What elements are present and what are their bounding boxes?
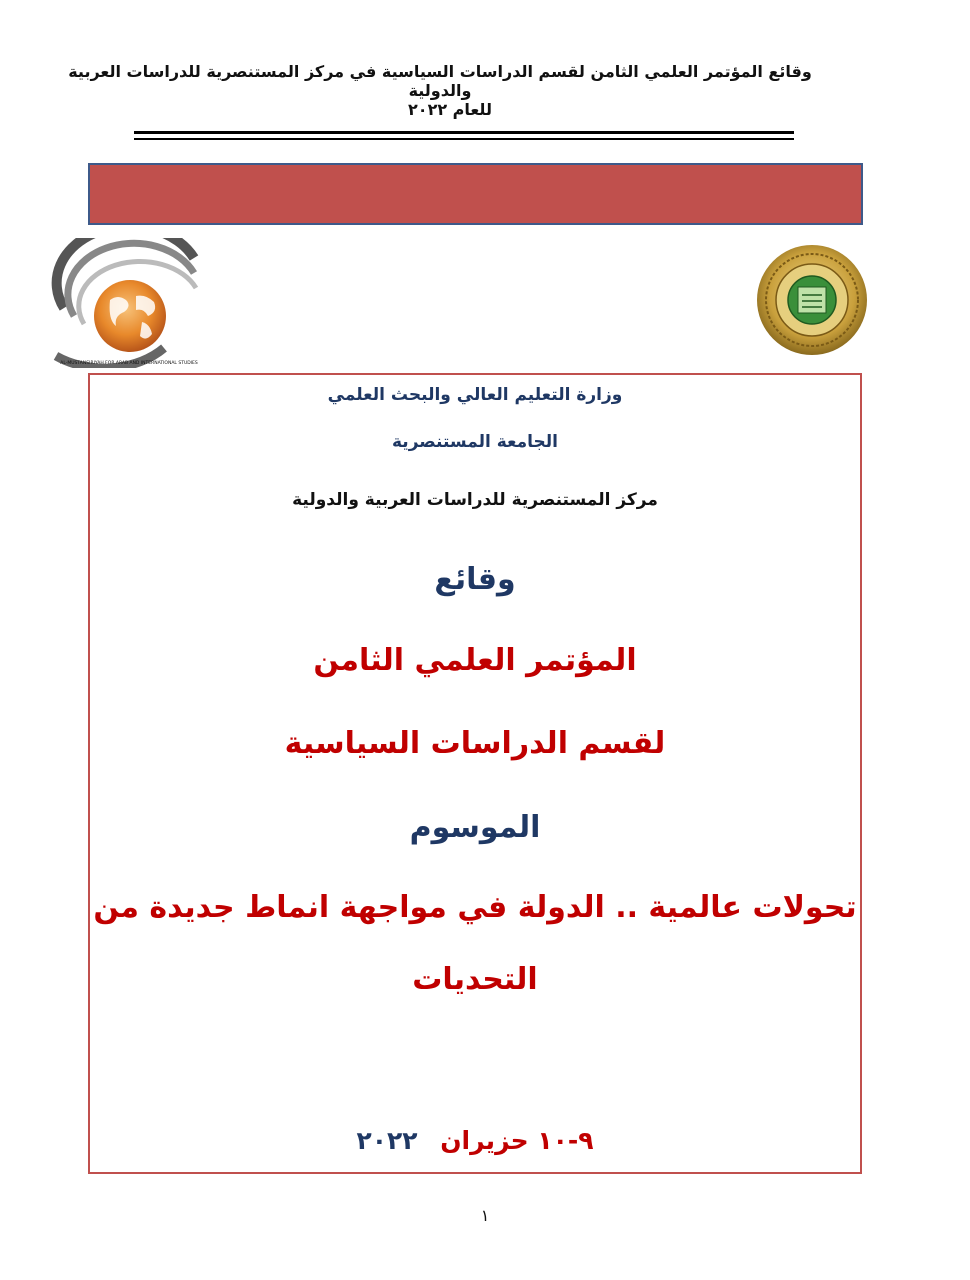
conference-theme-line1: تحولات عالمية .. الدولة في مواجهة انماط جديدة من [93, 890, 857, 925]
conference-date-days: ٩-١٠ حزيران [440, 1126, 594, 1155]
center-logo [44, 238, 214, 368]
proceedings-title: وقائع [434, 562, 516, 597]
running-header-title: وقائع المؤتمر العلمي الثامن لقسم الدراسات السياسية في مركز المستنصرية للدراسات العربية والدولية [68, 62, 812, 100]
conference-theme-line2: التحديات [412, 962, 538, 997]
conference-date-year: ٢٠٢٢ [356, 1126, 418, 1155]
seal-icon [752, 243, 872, 358]
page-number: ١ [480, 1206, 490, 1225]
running-header-year: للعام ٢٠٢٢ [408, 100, 492, 119]
svg-text:المستنصرية للدراسات العربية وا [44, 238, 48, 240]
red-banner [88, 163, 863, 225]
university-name: الجامعة المستنصرية [392, 432, 558, 452]
ministry-name: وزارة التعليم العالي والبحث العلمي [327, 385, 623, 405]
header-double-rule [134, 131, 794, 140]
globe-logo-icon [44, 238, 214, 368]
titled-label: الموسوم [409, 810, 541, 845]
svg-text:AL-MUSTANSIRIYAH FOR ARAB AND: AL-MUSTANSIRIYAH FOR ARAB AND INTERNATIONAL STUDIES [60, 361, 198, 366]
conference-title: المؤتمر العلمي الثامن [313, 643, 637, 678]
center-name: مركز المستنصرية للدراسات العربية والدولية [292, 490, 658, 510]
conference-date [88, 1126, 862, 1155]
university-seal [752, 243, 872, 358]
department-title: لقسم الدراسات السياسية [284, 726, 666, 761]
